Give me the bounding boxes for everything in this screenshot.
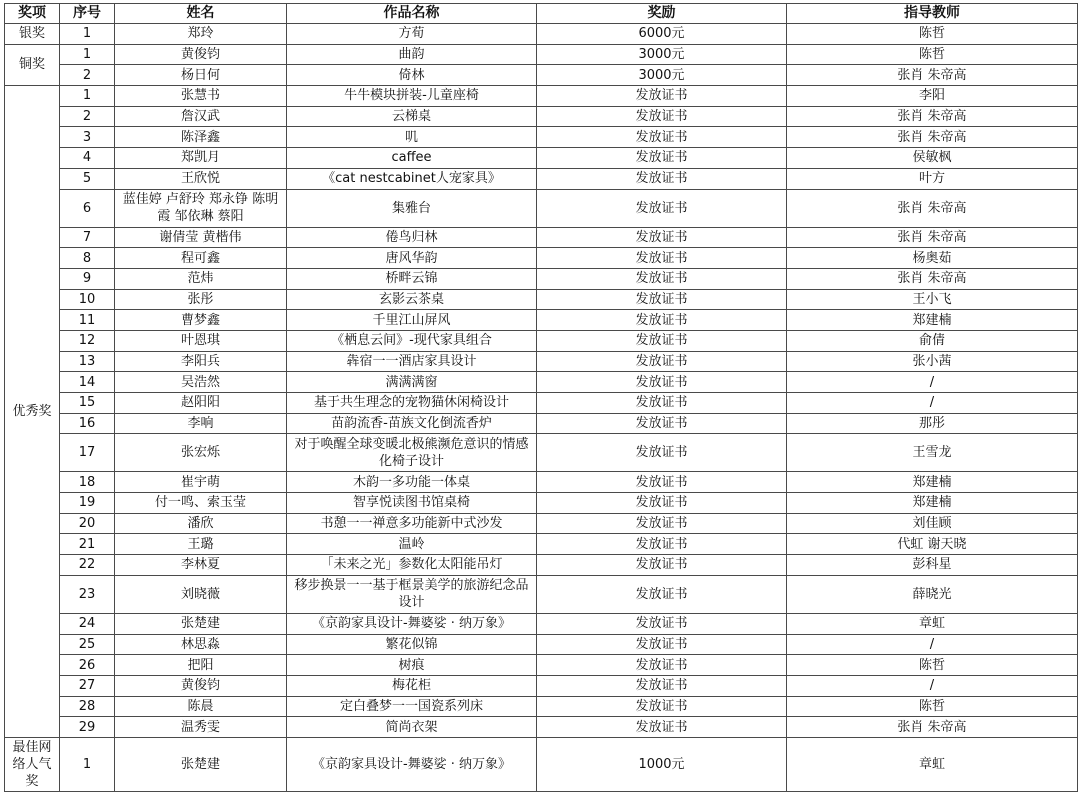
work-cell: 基于共生理念的宠物猫休闲椅设计 [287, 393, 537, 414]
name-cell: 郑玲 [115, 24, 287, 45]
no-cell: 10 [60, 289, 115, 310]
table-row [5, 86, 1078, 107]
table-row [5, 472, 1078, 493]
name-cell: 李阳兵 [115, 351, 287, 372]
header-teacher: 指导教师 [787, 4, 1078, 24]
table-row [5, 675, 1078, 696]
award-cell: 发放证书 [537, 310, 787, 331]
header-category: 奖项 [5, 4, 60, 24]
table-row [5, 168, 1078, 189]
award-cell: 发放证书 [537, 106, 787, 127]
table-row [5, 351, 1078, 372]
work-cell: caffee [287, 148, 537, 169]
teacher-cell: 陈哲 [787, 696, 1078, 717]
name-cell: 赵阳阳 [115, 393, 287, 414]
table-header [5, 4, 1078, 24]
teacher-cell: 俞倩 [787, 330, 1078, 351]
teacher-cell: 张肖 朱帝高 [787, 189, 1078, 227]
award-cell: 发放证书 [537, 168, 787, 189]
work-cell: 玄影云茶桌 [287, 289, 537, 310]
work-cell: 曲韵 [287, 44, 537, 65]
work-cell: 犇宿一一酒店家具设计 [287, 351, 537, 372]
work-cell: 倚林 [287, 65, 537, 86]
table-row [5, 227, 1078, 248]
name-cell: 陈泽鑫 [115, 127, 287, 148]
teacher-cell: / [787, 634, 1078, 655]
no-cell: 29 [60, 717, 115, 738]
work-cell: 满满满窗 [287, 372, 537, 393]
teacher-cell: 张肖 朱帝高 [787, 268, 1078, 289]
award-cell: 发放证书 [537, 330, 787, 351]
no-cell: 21 [60, 534, 115, 555]
teacher-cell: 郑建楠 [787, 472, 1078, 493]
award-cell: 发放证书 [537, 655, 787, 676]
teacher-cell: 王雪龙 [787, 434, 1078, 472]
no-cell: 1 [60, 86, 115, 107]
teacher-cell: 张肖 朱帝高 [787, 65, 1078, 86]
work-cell: 温岭 [287, 534, 537, 555]
award-cell: 发放证书 [537, 393, 787, 414]
no-cell: 3 [60, 127, 115, 148]
name-cell: 杨日何 [115, 65, 287, 86]
award-cell: 6000元 [537, 24, 787, 45]
name-cell: 王璐 [115, 534, 287, 555]
award-cell: 发放证书 [537, 513, 787, 534]
teacher-cell: / [787, 675, 1078, 696]
teacher-cell: 彭科星 [787, 555, 1078, 576]
table-row [5, 737, 1078, 791]
teacher-cell: 陈哲 [787, 44, 1078, 65]
name-cell: 黄俊钧 [115, 675, 287, 696]
name-cell: 潘欣 [115, 513, 287, 534]
teacher-cell: 陈哲 [787, 24, 1078, 45]
table-row [5, 127, 1078, 148]
work-cell: 集雅台 [287, 189, 537, 227]
award-cell: 发放证书 [537, 434, 787, 472]
no-cell: 15 [60, 393, 115, 414]
work-cell: 云梯桌 [287, 106, 537, 127]
name-cell: 把阳 [115, 655, 287, 676]
table-row [5, 655, 1078, 676]
teacher-cell: 章虹 [787, 737, 1078, 791]
table-row [5, 289, 1078, 310]
table-row [5, 634, 1078, 655]
award-cell: 发放证书 [537, 534, 787, 555]
teacher-cell: 陈哲 [787, 655, 1078, 676]
table-row [5, 513, 1078, 534]
name-cell: 李林夏 [115, 555, 287, 576]
table-row [5, 555, 1078, 576]
table-row [5, 434, 1078, 472]
no-cell: 4 [60, 148, 115, 169]
work-cell: 繁花似锦 [287, 634, 537, 655]
teacher-cell: / [787, 372, 1078, 393]
name-cell: 郑凯月 [115, 148, 287, 169]
no-cell: 2 [60, 106, 115, 127]
name-cell: 李响 [115, 413, 287, 434]
name-cell: 曹梦鑫 [115, 310, 287, 331]
teacher-cell: 李阳 [787, 86, 1078, 107]
name-cell: 刘晓薇 [115, 575, 287, 613]
award-cell: 发放证书 [537, 372, 787, 393]
no-cell: 7 [60, 227, 115, 248]
work-cell: 牛牛模块拼装-儿童座椅 [287, 86, 537, 107]
no-cell: 1 [60, 737, 115, 791]
table-row [5, 413, 1078, 434]
no-cell: 23 [60, 575, 115, 613]
header-award: 奖励 [537, 4, 787, 24]
award-cell: 发放证书 [537, 413, 787, 434]
table-row [5, 696, 1078, 717]
no-cell: 28 [60, 696, 115, 717]
work-cell: 《京韵家具设计-舞婆娑 · 纳万象》 [287, 737, 537, 791]
work-cell: 唐风华韵 [287, 248, 537, 269]
teacher-cell: 郑建楠 [787, 493, 1078, 514]
no-cell: 16 [60, 413, 115, 434]
name-cell: 黄俊钧 [115, 44, 287, 65]
work-cell: 简尚衣架 [287, 717, 537, 738]
category-cell: 优秀奖 [5, 86, 60, 738]
award-cell: 发放证书 [537, 289, 787, 310]
teacher-cell: 侯敏枫 [787, 148, 1078, 169]
award-cell: 发放证书 [537, 472, 787, 493]
no-cell: 27 [60, 675, 115, 696]
name-cell: 付一鸣、索玉莹 [115, 493, 287, 514]
name-cell: 谢倩莹 黄楷伟 [115, 227, 287, 248]
award-cell: 发放证书 [537, 634, 787, 655]
work-cell: 树痕 [287, 655, 537, 676]
no-cell: 24 [60, 613, 115, 634]
no-cell: 8 [60, 248, 115, 269]
name-cell: 张彤 [115, 289, 287, 310]
work-cell: 移步换景一一基于框景美学的旅游纪念品设计 [287, 575, 537, 613]
award-cell: 发放证书 [537, 268, 787, 289]
table-row [5, 24, 1078, 45]
table-row [5, 575, 1078, 613]
name-cell: 崔宇萌 [115, 472, 287, 493]
name-cell: 张慧书 [115, 86, 287, 107]
work-cell: 定白叠梦一一国瓷系列床 [287, 696, 537, 717]
work-cell: 叽 [287, 127, 537, 148]
name-cell: 张宏烁 [115, 434, 287, 472]
work-cell: 《京韵家具设计-舞婆娑 · 纳万象》 [287, 613, 537, 634]
no-cell: 12 [60, 330, 115, 351]
no-cell: 1 [60, 44, 115, 65]
name-cell: 张楚建 [115, 737, 287, 791]
work-cell: 木韵一多功能一体桌 [287, 472, 537, 493]
award-cell: 发放证书 [537, 189, 787, 227]
teacher-cell: 张肖 朱帝高 [787, 127, 1078, 148]
no-cell: 19 [60, 493, 115, 514]
teacher-cell: 张肖 朱帝高 [787, 717, 1078, 738]
table-row [5, 148, 1078, 169]
teacher-cell: 郑建楠 [787, 310, 1078, 331]
no-cell: 13 [60, 351, 115, 372]
name-cell: 范炜 [115, 268, 287, 289]
name-cell: 詹汉武 [115, 106, 287, 127]
no-cell: 6 [60, 189, 115, 227]
work-cell: 《栖息云间》-现代家具组合 [287, 330, 537, 351]
no-cell: 18 [60, 472, 115, 493]
award-cell: 发放证书 [537, 227, 787, 248]
table-row [5, 393, 1078, 414]
name-cell: 程可鑫 [115, 248, 287, 269]
table-row [5, 310, 1078, 331]
table-row [5, 44, 1078, 65]
no-cell: 25 [60, 634, 115, 655]
table-body [5, 24, 1078, 792]
award-cell: 发放证书 [537, 675, 787, 696]
no-cell: 26 [60, 655, 115, 676]
award-cell: 发放证书 [537, 613, 787, 634]
award-cell: 发放证书 [537, 351, 787, 372]
work-cell: 方荀 [287, 24, 537, 45]
no-cell: 2 [60, 65, 115, 86]
teacher-cell: 张小茜 [787, 351, 1078, 372]
award-cell: 发放证书 [537, 248, 787, 269]
table-row [5, 534, 1078, 555]
work-cell: 苗韵流香-苗族文化倒流香炉 [287, 413, 537, 434]
header-row [5, 4, 1078, 24]
no-cell: 1 [60, 24, 115, 45]
table-row [5, 189, 1078, 227]
work-cell: 梅花柜 [287, 675, 537, 696]
no-cell: 11 [60, 310, 115, 331]
teacher-cell: 王小飞 [787, 289, 1078, 310]
award-cell: 发放证书 [537, 493, 787, 514]
teacher-cell: 代虹 谢天晓 [787, 534, 1078, 555]
work-cell: 桥畔云锦 [287, 268, 537, 289]
award-cell: 发放证书 [537, 148, 787, 169]
no-cell: 14 [60, 372, 115, 393]
name-cell: 叶恩琪 [115, 330, 287, 351]
header-name: 姓名 [115, 4, 287, 24]
work-cell: 对于唤醒全球变暖北极熊濒危意识的情感化椅子设计 [287, 434, 537, 472]
name-cell: 温秀雯 [115, 717, 287, 738]
teacher-cell: 薛晓光 [787, 575, 1078, 613]
work-cell: 倦鸟归林 [287, 227, 537, 248]
award-cell: 发放证书 [537, 696, 787, 717]
teacher-cell: 刘佳顾 [787, 513, 1078, 534]
no-cell: 9 [60, 268, 115, 289]
award-cell: 发放证书 [537, 127, 787, 148]
name-cell: 蓝佳婷 卢舒玲 郑永铮 陈明霞 邹依琳 蔡阳 [115, 189, 287, 227]
name-cell: 陈晨 [115, 696, 287, 717]
teacher-cell: 张肖 朱帝高 [787, 227, 1078, 248]
category-cell: 铜奖 [5, 44, 60, 85]
award-cell: 发放证书 [537, 575, 787, 613]
table-row [5, 613, 1078, 634]
teacher-cell: 张肖 朱帝高 [787, 106, 1078, 127]
award-cell: 3000元 [537, 44, 787, 65]
award-cell: 发放证书 [537, 717, 787, 738]
name-cell: 张楚建 [115, 613, 287, 634]
teacher-cell: 杨奥茹 [787, 248, 1078, 269]
name-cell: 林思淼 [115, 634, 287, 655]
award-table [4, 3, 1078, 792]
award-cell: 发放证书 [537, 555, 787, 576]
teacher-cell: / [787, 393, 1078, 414]
header-work: 作品名称 [287, 4, 537, 24]
no-cell: 17 [60, 434, 115, 472]
no-cell: 20 [60, 513, 115, 534]
header-no: 序号 [60, 4, 115, 24]
work-cell: 千里江山屏风 [287, 310, 537, 331]
table-row [5, 65, 1078, 86]
no-cell: 22 [60, 555, 115, 576]
award-cell: 1000元 [537, 737, 787, 791]
work-cell: 智享悦读图书馆桌椅 [287, 493, 537, 514]
award-cell: 发放证书 [537, 86, 787, 107]
no-cell: 5 [60, 168, 115, 189]
work-cell: 「未来之光」参数化太阳能吊灯 [287, 555, 537, 576]
work-cell: 书憩一一禅意多功能新中式沙发 [287, 513, 537, 534]
name-cell: 吴浩然 [115, 372, 287, 393]
category-cell: 银奖 [5, 24, 60, 45]
table-row [5, 268, 1078, 289]
table-row [5, 493, 1078, 514]
teacher-cell: 章虹 [787, 613, 1078, 634]
award-cell: 3000元 [537, 65, 787, 86]
teacher-cell: 那彤 [787, 413, 1078, 434]
table-row [5, 717, 1078, 738]
teacher-cell: 叶方 [787, 168, 1078, 189]
category-cell: 最佳网络人气奖 [5, 737, 60, 791]
name-cell: 王欣悦 [115, 168, 287, 189]
table-row [5, 106, 1078, 127]
table-row [5, 372, 1078, 393]
table-row [5, 330, 1078, 351]
work-cell: 《cat nestcabinet人宠家具》 [287, 168, 537, 189]
table-row [5, 248, 1078, 269]
